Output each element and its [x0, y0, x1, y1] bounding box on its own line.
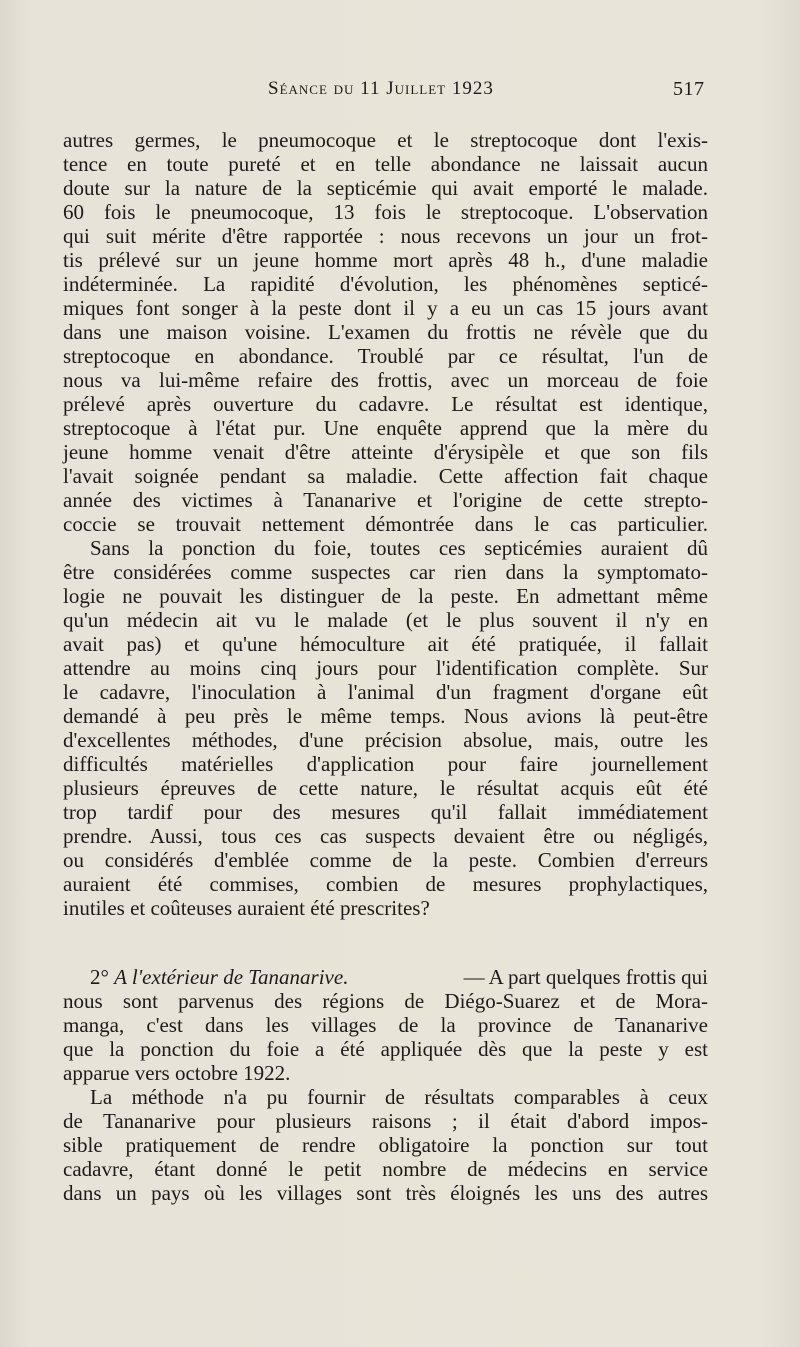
text-line: tence en toute pureté et en telle abondance ne laissait aucun	[63, 152, 708, 176]
text-line: auraient été commises, combien de mesures prophylactiques,	[63, 872, 708, 896]
text-line: ou considérés d'emblée comme de la peste. Combien d'erreurs	[63, 848, 708, 872]
section-heading-start	[90, 965, 348, 989]
text-line: indéterminée. La rapidité d'évolution, les phénomènes septicé-	[63, 272, 708, 296]
text-line: cadavre, étant donné le petit nombre de médecins en service	[63, 1157, 708, 1181]
text-line: d'excellentes méthodes, d'une précision absolue, mais, outre les	[63, 728, 708, 752]
text-line: apparue vers octobre 1922.	[63, 1061, 291, 1085]
running-header	[0, 78, 800, 108]
text-line: dans un pays où les villages sont très éloignés les uns des autres	[63, 1181, 708, 1205]
text-line: La méthode n'a pu fournir de résultats comparables à ceux	[90, 1085, 708, 1109]
text-line: prendre. Aussi, tous ces cas suspects devaient être ou négligés,	[63, 824, 708, 848]
text-line: qu'un médecin ait vu le malade (et le plus souvent il n'y en	[63, 608, 708, 632]
text-line: dans une maison voisine. L'examen du frottis ne révèle que du	[63, 320, 708, 344]
text-line: de Tananarive pour plusieurs raisons ; il était d'abord impos-	[63, 1109, 708, 1133]
text-line: année des victimes à Tananarive et l'origine de cette strepto-	[63, 488, 708, 512]
text-line: manga, c'est dans les villages de la province de Tananarive	[63, 1013, 708, 1037]
page-number: 517	[673, 78, 705, 100]
text-line: demandé à peu près le même temps. Nous avions là peut-être	[63, 704, 708, 728]
section-heading	[90, 965, 708, 989]
text-line: prélevé après ouverture du cadavre. Le résultat est identique,	[63, 392, 708, 416]
section-number: 2°	[90, 965, 109, 989]
text-line: avait pas) et qu'une hémoculture ait été pratiquée, il fallait	[63, 632, 708, 656]
section-label: A l'extérieur de Tananarive.	[114, 965, 349, 989]
text-line: l'avait soignée pendant sa maladie. Cette affection fait chaque	[63, 464, 708, 488]
text-line: le cadavre, l'inoculation à l'animal d'un fragment d'organe eût	[63, 680, 708, 704]
running-title: Séance du 11 Juillet 1923	[268, 78, 494, 99]
text-line: attendre au moins cinq jours pour l'identification complète. Sur	[63, 656, 708, 680]
text-line: nous sont parvenus des régions de Diégo-Suarez et de Mora-	[63, 989, 708, 1013]
text-line: miques font songer à la peste dont il y a eu un cas 15 jours avant	[63, 296, 708, 320]
text-line: sible pratiquement de rendre obligatoire la ponction sur tout	[63, 1133, 708, 1157]
text-line: 60 fois le pneumocoque, 13 fois le streptocoque. L'observation	[63, 200, 708, 224]
text-line: qui suit mérite d'être rapportée : nous recevons un jour un frot-	[63, 224, 708, 248]
text-line: doute sur la nature de la septicémie qui avait emporté le malade.	[63, 176, 708, 200]
text-line: que la ponction du foie a été appliquée dès que la peste y est	[63, 1037, 708, 1061]
text-line: trop tardif pour des mesures qu'il fallait immédiatement	[63, 800, 708, 824]
text-line: streptocoque en abondance. Troublé par ce résultat, l'un de	[63, 344, 708, 368]
text-line: difficultés matérielles d'application pour faire journellement	[63, 752, 708, 776]
text-line: jeune homme venait d'être atteinte d'érysipèle et que son fils	[63, 440, 708, 464]
text-line: logie ne pouvait les distinguer de la peste. En admettant même	[63, 584, 708, 608]
text-line: streptocoque à l'état pur. Une enquête apprend que la mère du	[63, 416, 708, 440]
text-line: coccie se trouvait nettement démontrée dans le cas particulier.	[63, 512, 708, 536]
text-line: plusieurs épreuves de cette nature, le résultat acquis eût été	[63, 776, 708, 800]
text-line: autres germes, le pneumocoque et le streptocoque dont l'exis-	[63, 128, 708, 152]
text-line: être considérées comme suspectes car rien dans la symptomato-	[63, 560, 708, 584]
section-heading-continuation: — A part quelques frottis qui	[463, 965, 708, 989]
text-line: tis prélevé sur un jeune homme mort après 48 h., d'une maladie	[63, 248, 708, 272]
text-line: Sans la ponction du foie, toutes ces septicémies auraient dû	[90, 536, 708, 560]
text-line: inutiles et coûteuses auraient été prescrites?	[63, 896, 430, 920]
text-line: nous va lui-même refaire des frottis, avec un morceau de foie	[63, 368, 708, 392]
